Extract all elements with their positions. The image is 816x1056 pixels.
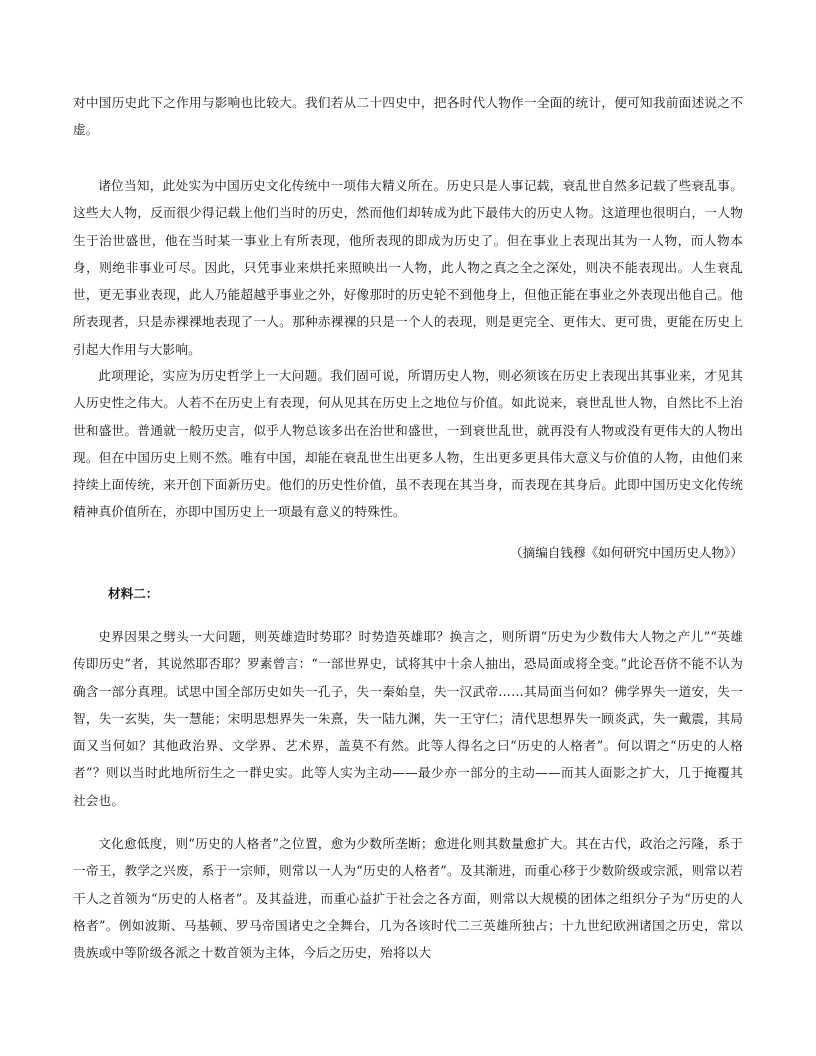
paragraph-hero-and-times: 史界因果之劈头一大问题，则英雄造时势耶？时势造英雄耶？换言之，则所谓“历史为少数伟大人物之产儿”“英雄传即历史”者，其说然耶否耶？罗素曾言：“一部世界史，试将其中十余人抽出，恐局面或将全变。”此论吾侪不能不认为确含一部分真理。试思中国全部历史如失一孔子，失一秦始皇，失一汉武帝……其局面当何如？佛学界失一道安，失一智，失一玄奘，失一慧能；宋明思想界失一朱熹，失一陆九渊，失一王守仁；清代思想界失一顾炎武，失一戴震，其局面又当何如？其他政治界、文学界、艺术界，盖莫不有然。此等人得名之曰“历史的人格者”。何以谓之“历史的人格者”？则以当时此地所衍生之一群史实。此等人实为主动——最少亦一部分的主动——而其人面影之扩大，几于掩覆其社会也。 <box>73 629 743 808</box>
paragraph-historical-personality: 文化愈低度，则“历史的人格者”之位置，愈为少数所垄断；愈进化则其数量愈扩大。其在古代，政治之污隆，系于一帝王，教学之兴废，系于一宗师，则常以一人为“历史的人格者”。及其渐进，而重心移于少数阶级或宗派，则常以若干人之首领为“历史的人格者”。及其益进，而重心益扩于社会之各方面，则常以大规模的团体之组织分子为“历史的人格者”。例如波斯、马基顿、罗马帝国诸史之全舞台，几为各该时代二三英雄所独占；十九世纪欧洲诸国之历史，常以贵族或中等阶级各派之十数首领为主体，今后之历史，殆将以大 <box>73 836 743 961</box>
paragraph-intro-continuation: 对中国历史此下之作用与影响也比较大。我们若从二十四史中，把各时代人物作一全面的统计，便可知我前面述说之不虚。 <box>73 95 743 138</box>
source-citation: （摘编自钱穆《如何研究中国历史人物》） <box>510 545 743 560</box>
paragraph-historical-philosophy: 此项理论，实应为历史哲学上一大问题。我们固可说，所谓历史人物，则必须该在历史上表现出其事业来，才见其人历史性之伟大。人若不在历史上有表现，何从见其在历史上之地位与价值。如此说来，衰世乱世人物，自然比不上治世和盛世。普通就一般历史言，似乎人物总该多出在治世和盛世，一到衰世乱世，就再没有人物或没有更伟大的人物出现。但在中国历史上则不然。唯有中国，却能在衰乱世生出更多人物，生出更多更具伟大意义与价值的人物，由他们来持续上面传统，来开创下面新历史。他们的历史性价值，虽不表现在其当身，而表现在其身后。此即中国历史文化传统精神真价值所在，亦即中国历史上一项最有意义的特殊性。 <box>73 368 743 520</box>
material-two-heading: 材料二： <box>108 586 159 601</box>
paragraph-historical-spirit: 诸位当知，此处实为中国历史文化传统中一项伟大精义所在。历史只是人事记载，衰乱世自然多记载了些衰乱事。这些大人物，反而很少得记载上他们当时的历史，然而他们却转成为此下最伟大的历史人物。这道理也很明白，一人物生于治世盛世，他在当时某一事业上有所表现，他所表现的即成为历史了。但在事业上表现出其为一人物，而人物本身，则绝非事业可尽。因此，只凭事业来烘托来照映出一人物，此人物之真之全之深处，则决不能表现出。人生衰乱世，更无事业表现，此人乃能超越乎事业之外，好像那时的历史轮不到他身上，但他正能在事业之外表现出他自己。他所表现者，只是赤裸裸地表现了一人。那种赤裸裸的只是一个人的表现，则是更完全、更伟大、更可贵，更能在历史上引起大作用与大影响。 <box>73 178 743 357</box>
